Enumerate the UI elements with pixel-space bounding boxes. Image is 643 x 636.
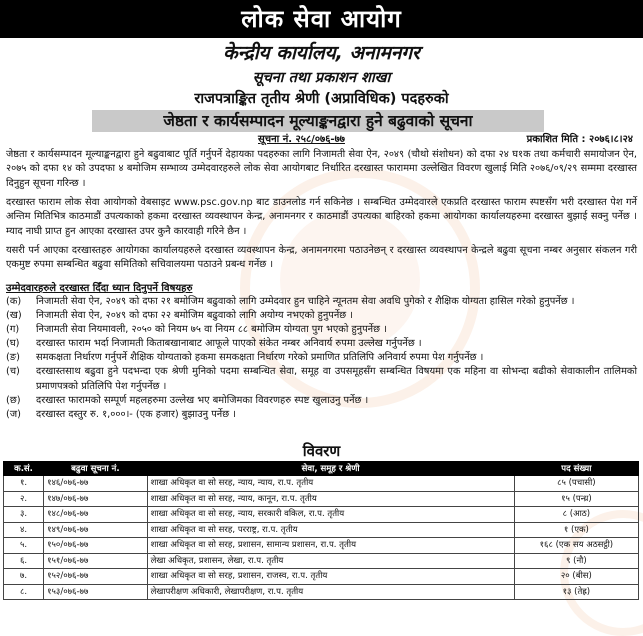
cell-post-count: १३ (तेह्र)	[514, 584, 638, 600]
reference-line	[0, 133, 643, 147]
details-table	[3, 461, 639, 600]
table-row	[4, 491, 639, 507]
table-row	[4, 507, 639, 523]
conditions-list	[6, 295, 637, 422]
condition-number: (क)	[6, 296, 22, 307]
condition-text: दरखास्त फाराम भर्दा निजामती किताबखानाबाट आफूले पाएको संकेत नम्बर अनिवार्य रुपमा उल्लेख गर्नुपर्नेछ ।	[36, 338, 422, 350]
header-post-count: पद संख्या	[514, 462, 638, 476]
cell-post-count: १६८ (एक सय अठसट्ठी)	[514, 538, 638, 554]
cell-service-group: शाखा अधिकृत वा सो सरह, परराष्ट्र, रा.प. तृतीय	[147, 522, 514, 538]
cell-serial: २.	[4, 491, 44, 507]
cell-serial: ४.	[4, 522, 44, 538]
condition-number: (ग)	[6, 324, 20, 336]
condition-text: निजामती सेवा ऐन, २०४९ को दफा २१ बमोजिम बढुवाको लागि उम्मेदवार हुन चाहिने न्यूनतम सेवा अवधि पुगेको र शैक्षिक योग्यता हासिल गरेको हुनुपर्नेछ ।	[36, 296, 575, 307]
cell-notice-number: १४८/०७६-७७	[44, 507, 147, 523]
condition-item	[6, 309, 637, 323]
cell-post-count: २० (बीस)	[514, 569, 638, 585]
paragraph-processing: यसरी पर्न आएका दरखास्तहरु आयोगका कार्यालयहरुले दरखास्त व्यवस्थापन केन्द्र, अनामनगरमा पठाउनेछन् र दरखास्त व्यवस्थापन केन्द्रले बढुवा सूचना नम्बर अनुसार संकलन गरी एकमुष्ट रुपमा सम्बन्धित बढुवा समितिको सचिवालयमा पठाउने प्रबन्ध गर्नेछ ।	[6, 245, 637, 271]
condition-number: (घ)	[6, 338, 20, 350]
cell-notice-number: १४६/०७६-७७	[44, 476, 147, 492]
cell-service-group: शाखा अधिकृत वा सो सरह, प्रशासन, सामान्य प्रशासन, रा.प. तृतीय	[147, 538, 514, 554]
cell-post-count: ८५ (पचासी)	[514, 476, 638, 492]
cell-post-count: ९ (नौ)	[514, 553, 638, 569]
condition-text: समकक्षता निर्धारण गर्नुपर्ने शैक्षिक योग्यताको हकमा समकक्षता निर्धारण गरेको प्रमाणित प्रतिलिपि अनिवार्य रुपमा पेश गर्नुपर्नेछ ।	[36, 352, 484, 364]
table-header-row	[4, 462, 639, 476]
table-row	[4, 553, 639, 569]
condition-number: (ङ)	[6, 352, 20, 364]
cell-service-group: शाखा अधिकृत वा सो सरह, न्याय, सरकारी वकिल, रा.प. तृतीय	[147, 507, 514, 523]
condition-text: दरखास्त दस्तुर रु. १,०००।- (एक हजार) बुझाउनु पर्नेछ ।	[36, 408, 236, 420]
notice-subject: राजपत्राङ्कित तृतीय श्रेणी (अप्राविधिक) पदहरुको	[194, 91, 449, 107]
details-table-title: विवरण	[302, 442, 341, 460]
condition-text: निजामती सेवा ऐन, २०४९ को दफा २२ बमोजिम बढुवाको लागि अयोग्य नभएको हुनुपर्नेछ ।	[36, 310, 353, 322]
condition-text: निजामती सेवा नियमावली, २०५० को नियम ७५ वा नियम ८८ बमोजिम योग्यता पुग भएको हुनुपर्नेछ ।	[36, 324, 387, 336]
cell-service-group: शाखा अधिकृत वा सो सरह, न्याय, न्याय, रा.प. तृतीय	[147, 476, 514, 492]
cell-service-group: लेखा अधिकृत, प्रशासन, लेखा, रा.प. तृतीय	[147, 553, 514, 569]
cell-post-count: १५ (पन्ध्र)	[514, 491, 638, 507]
table-row	[4, 584, 639, 600]
condition-item	[6, 365, 637, 393]
condition-item	[6, 351, 637, 365]
table-row	[4, 476, 639, 492]
condition-item	[6, 337, 637, 351]
cell-serial: ७.	[4, 569, 44, 585]
office-name: केन्द्रीय कार्यालय, अनामनगर	[223, 42, 420, 64]
cell-notice-number: १५२/०७६-७७	[44, 569, 147, 585]
cell-serial: ३.	[4, 507, 44, 523]
section-name: सूचना तथा प्रकाशन शाखा	[252, 70, 391, 86]
cell-notice-number: १५०/०७६-७७	[44, 538, 147, 554]
cell-service-group: शाखा अधिकृत वा सो सरह, प्रशासन, राजस्व, रा.प. तृतीय	[147, 569, 514, 585]
condition-text: दरखास्तसाथ बढुवा हुने पदभन्दा एक श्रेणी मुनिको पदमा सम्बन्धित सेवा, समूह वा उपसमूहसँग सम्बन्धित विषयमा एक महिना वा सोभन्दा बढीको सेवाकालीन तालिमको प्रमाणपत्रको प्रतिलिपि पेश गर्नुपर्नेछ ।	[36, 366, 637, 392]
paragraph-application: दरखास्त फाराम लोक सेवा आयोगको वेबसाइट www.psc.gov.np बाट डाउनलोड गर्न सकिनेछ । सम्बन्धित उम्मेदवारले एकप्रति दरखास्त फाराम स्पष्टसँग भरी दरखास्त पेश गर्ने अन्तिम मितिभित्र काठमाडौं उपत्यकाको हकमा दरखास्त व्यवस्थापन केन्द्र, अनामनगर र काठमाडौं उपत्यका बाहिरको हकमा आयोगका कार्यालयहरुमा दरखास्त बुझाई सक्नु पर्नेछ । म्याद नाघी प्राप्त हुन आएका दरखास्त उपर कुनै कारवाही गरिने छैन ।	[6, 197, 637, 237]
cell-notice-number: १४७/०७६-७७	[44, 491, 147, 507]
cell-service-group: लेखापरीक्षण अधिकारी, लेखापरीक्षण, रा.प. तृतीय	[147, 584, 514, 600]
condition-item	[6, 323, 637, 337]
notice-number: सूचना नं. २५८/०७६-७७	[258, 134, 345, 145]
cell-serial: ५.	[4, 538, 44, 554]
condition-number: (ख)	[6, 310, 22, 322]
header-service-group: सेवा, समूह र श्रेणी	[147, 462, 514, 476]
commission-banner: लोक सेवा आयोग	[0, 0, 643, 38]
cell-notice-number: १४९/०७६-७७	[44, 522, 147, 538]
cell-serial: १.	[4, 476, 44, 492]
table-row	[4, 569, 639, 585]
paragraph-intro: जेष्ठता र कार्यसम्पादन मूल्याङ्कनद्वारा हुने बढुवाबाट पूर्ति गर्नुपर्ने देहायका पदहरुका लागि निजामती सेवा ऐन, २०४९ (चौथो संशोधन) को दफा २४ घ१क तथा कर्मचारी समायोजन ऐन, २०७५ को दफा १४ को उपदफा ४ बमोजिम सम्भाव्य उम्मेदवारहरुले लोक सेवा आयोगबाट निर्धारित दरखास्त फाराममा उल्लेखित विवरण खुलाई मिति २०७६/०९/२९ सम्ममा दरखास्त दिनुहुन सूचना गरिन्छ ।	[6, 149, 637, 189]
cell-serial: ८.	[4, 584, 44, 600]
cell-post-count: १ (एक)	[514, 522, 638, 538]
cell-notice-number: १५१/०७६-७७	[44, 553, 147, 569]
cell-serial: ६.	[4, 553, 44, 569]
condition-text: दरखास्त फारामको सम्पूर्ण महलहरुमा उल्लेख भए बमोजिमका विवरणहरु स्पष्ट खुलाउनु पर्नेछ ।	[36, 394, 369, 406]
header-notice-number: बढुवा सूचना नं.	[44, 462, 147, 476]
condition-number: (च)	[6, 366, 20, 378]
cell-service-group: शाखा अधिकृत वा सो सरह, न्याय, कानून, रा.प. तृतीय	[147, 491, 514, 507]
condition-number: (ज)	[6, 408, 21, 420]
published-date: प्रकाशित मिति : २०७६।८।२४	[526, 134, 633, 145]
condition-number: (छ)	[6, 394, 21, 406]
conditions-heading: उम्मेदवारहरुले दरखास्त दिँदा ध्यान दिनुपर्ने विषयहरु	[6, 283, 193, 294]
condition-item	[6, 394, 637, 408]
cell-notice-number: १५३/०७६-७७	[44, 584, 147, 600]
table-row	[4, 538, 639, 554]
condition-item	[6, 295, 637, 309]
header-serial: क.सं.	[4, 462, 44, 476]
table-row	[4, 522, 639, 538]
notice-title: जेष्ठता र कार्यसम्पादन मूल्याङ्कनद्वारा हुने बढुवाको सूचना	[92, 110, 544, 132]
condition-item	[6, 408, 637, 422]
cell-post-count: ८ (आठ)	[514, 507, 638, 523]
